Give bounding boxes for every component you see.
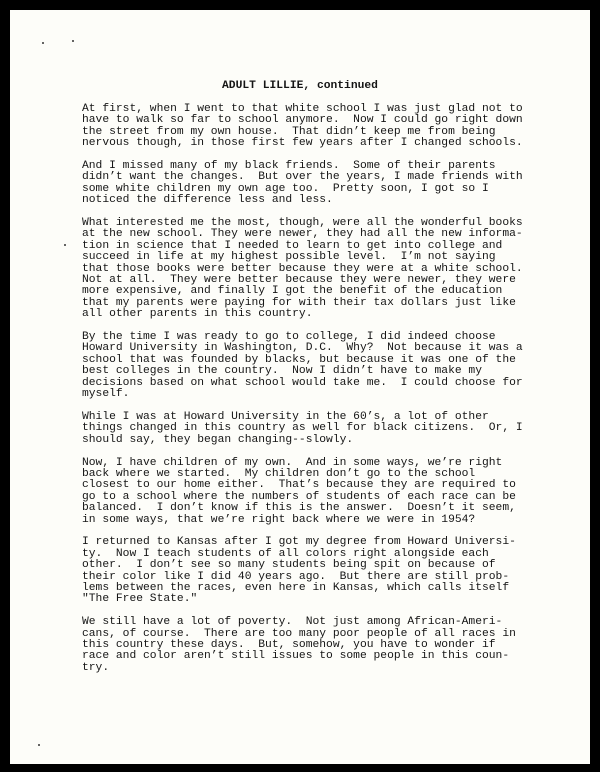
text-line: At first, when I went to that white school I was just glad not to (82, 103, 523, 115)
text-line: school that was founded by blacks, but because it was one of the (82, 353, 516, 366)
text-line: balanced. I don’t know if this is the answer. Doesn’t it seem, (82, 502, 516, 515)
punch-mark (42, 42, 44, 44)
paragraph (82, 617, 534, 674)
text-line: lems between the races, even here in Kansas, which calls itself (82, 581, 510, 594)
text-line: try. (82, 661, 110, 674)
text-line: By the time I was ready to go to college, I did indeed choose (82, 331, 496, 344)
punch-mark (72, 40, 74, 42)
text-line: cans, of course. There are too many poor people of all races in (82, 627, 516, 640)
text-line: all other parents in this country. (82, 308, 313, 321)
text-line: Howard University in Washington, D.C. Why? Not because it was a (82, 342, 523, 355)
text-line: We still have a lot of poverty. Not just among African-Ameri- (82, 616, 503, 629)
page-title: ADULT LILLIE, continued (222, 80, 378, 92)
document-body (82, 104, 534, 686)
paragraph (82, 218, 534, 321)
text-line: tion in science that I needed to learn to get into college and (82, 239, 503, 252)
text-line: noticed the difference less and less. (82, 194, 333, 207)
text-line: that my parents were paying for with their tax dollars just like (82, 296, 516, 309)
text-line: I returned to Kansas after I got my degree from Howard Universi- (82, 536, 516, 549)
text-line: in some ways, that we’re right back where we were in 1954? (82, 513, 476, 526)
text-line: decisions based on what school would take me. I could choose for (82, 376, 523, 389)
text-line: their color like I did 40 years ago. But there are still prob- (82, 570, 510, 583)
text-line: What interested me the most, though, were all the wonderful books (82, 217, 523, 230)
text-line: Not at all. They were better because they were newer, they were (82, 274, 516, 287)
text-line: race and color aren’t still issues to some people in this coun- (82, 650, 510, 663)
text-line: that those books were better because they were at a white school. (82, 262, 523, 275)
text-line: other. I don’t see so many students being spit on because of (82, 559, 496, 572)
text-line: things changed in this country as well for black citizens. Or, I (82, 422, 523, 435)
text-line: best colleges in the country. Now I didn’t have to make my (82, 365, 482, 378)
text-line: the street from my own house. That didn’t keep me from being (82, 125, 496, 138)
text-line: back where we started. My children don’t go to the school (82, 467, 476, 480)
document-page (10, 10, 590, 764)
paragraph (82, 537, 534, 605)
text-line: this country these days. But, somehow, you have to wonder if (82, 638, 496, 651)
paragraph (82, 458, 534, 526)
punch-mark (38, 744, 40, 746)
text-line: And I missed many of my black friends. Some of their parents (82, 160, 496, 173)
text-line: should say, they began changing--slowly. (82, 433, 354, 446)
punch-mark (64, 244, 66, 246)
text-line: While I was at Howard University in the 60’s, a lot of other (82, 410, 489, 423)
paragraph (82, 104, 534, 150)
text-line: more expensive, and finally I got the benefit of the education (82, 285, 503, 298)
text-line: didn’t want the changes. But over the years, I made friends with (82, 171, 523, 184)
text-line: have to walk so far to school anymore. Now I could go right down (82, 114, 523, 127)
text-line: nervous though, in those first few years after I changed schools. (82, 137, 523, 150)
paragraph (82, 412, 534, 446)
text-line: go to a school where the numbers of students of each race can be (82, 490, 516, 503)
text-line: ty. Now I teach students of all colors right alongside each (82, 547, 489, 560)
text-line: some white children my own age too. Pretty soon, I got so I (82, 182, 489, 195)
text-line: closest to our home either. That’s because they are required to (82, 479, 516, 492)
paragraph (82, 161, 534, 207)
text-line: succeed in life at my highest possible level. I’m not saying (82, 251, 496, 264)
paragraph (82, 332, 534, 400)
text-line: "The Free State." (82, 593, 198, 606)
text-line: at the new school. They were newer, they had all the new informa- (82, 228, 523, 241)
text-line: Now, I have children of my own. And in some ways, we’re right (82, 456, 503, 469)
text-line: myself. (82, 388, 130, 401)
